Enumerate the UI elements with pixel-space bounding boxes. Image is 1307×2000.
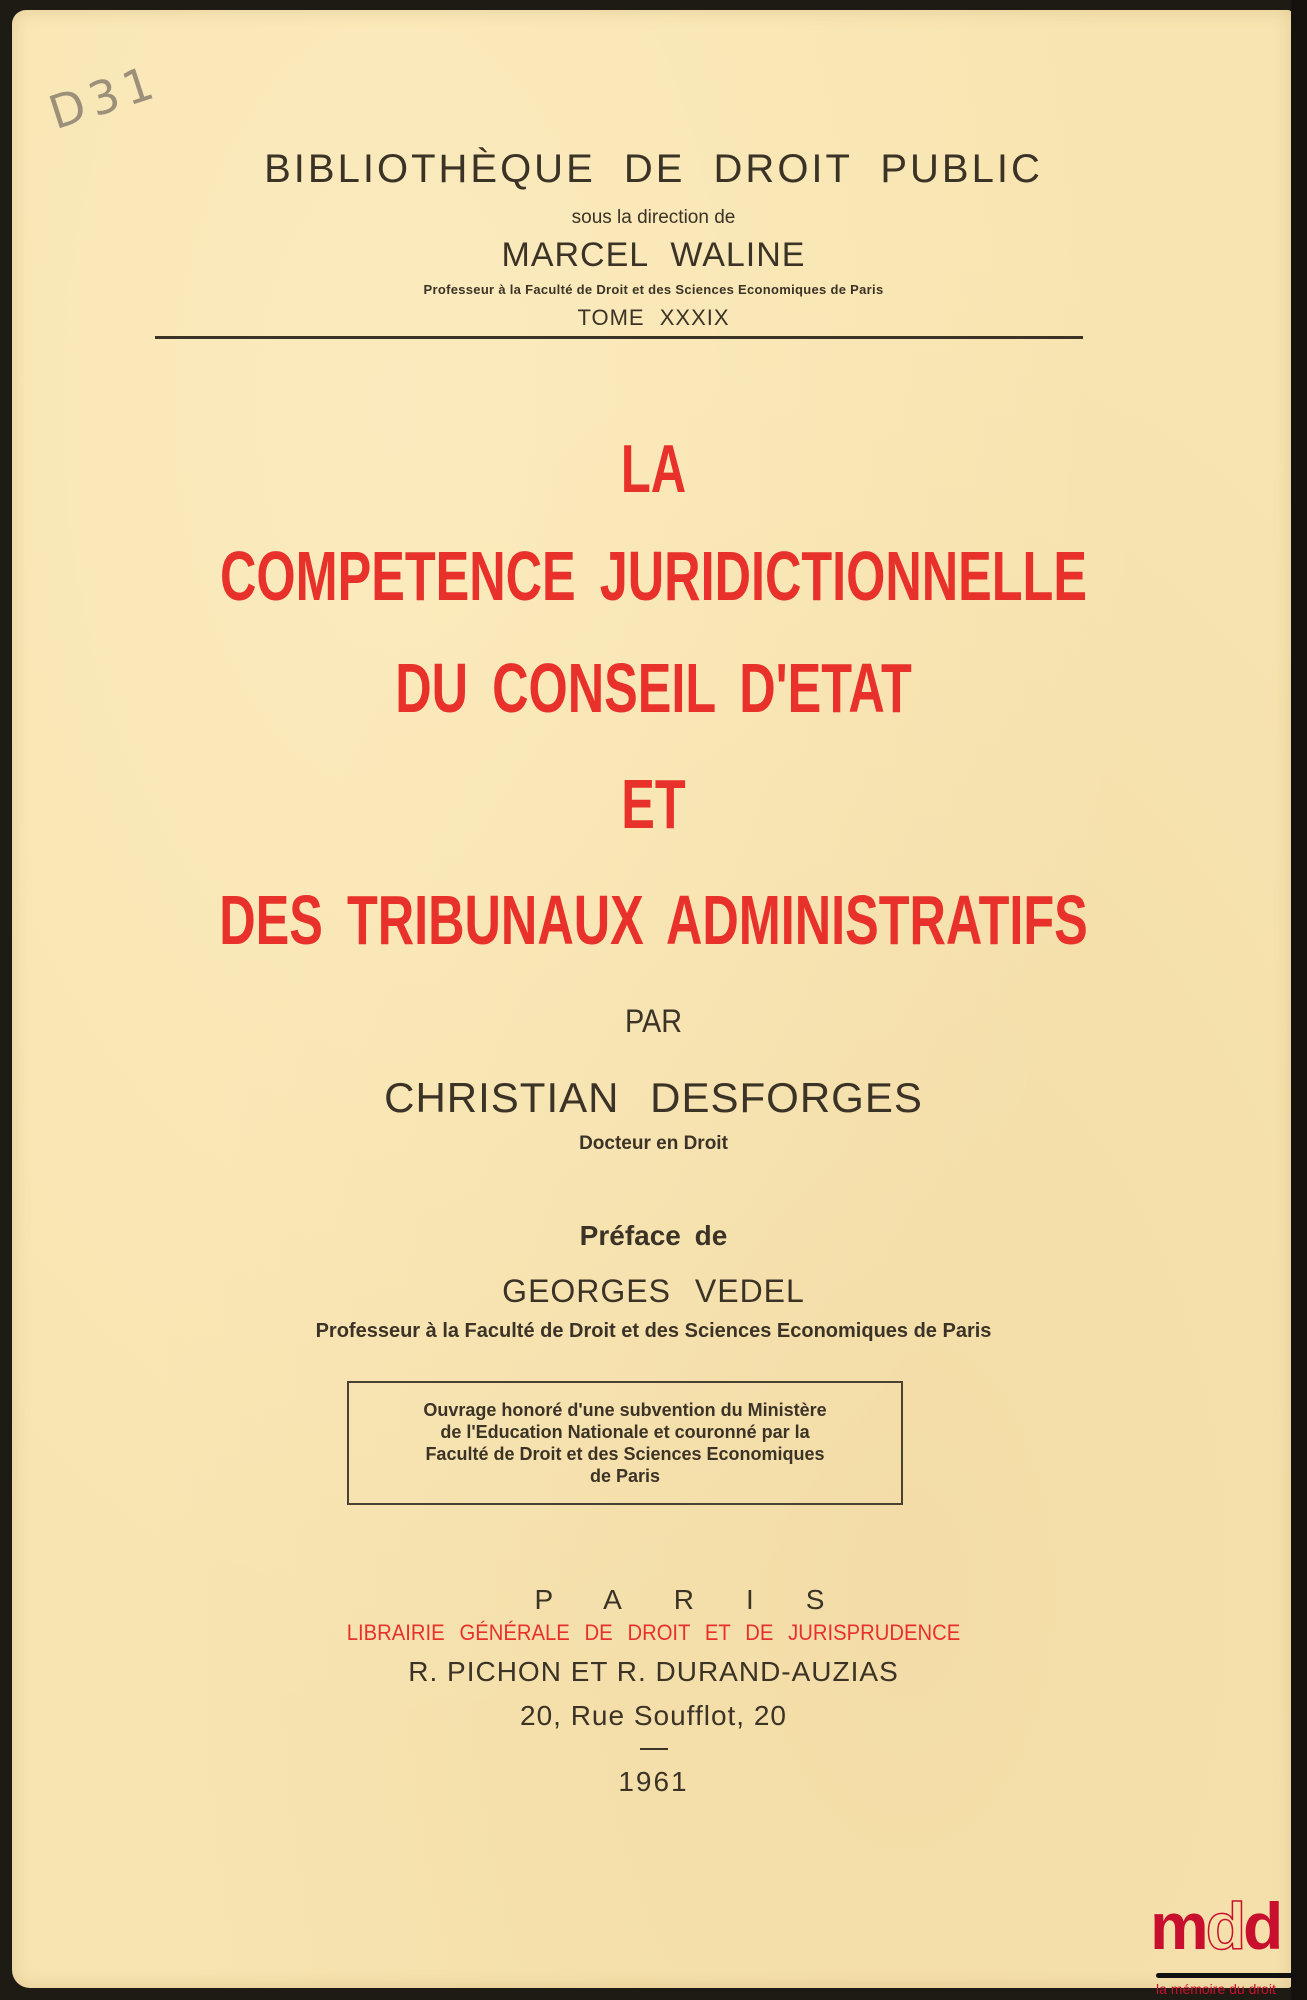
book-title-line-4: ET <box>621 765 686 843</box>
imprint-address: 20, Rue Soufflot, 20 <box>520 1700 787 1731</box>
prefacer-name: GEORGES VEDEL <box>502 1273 805 1309</box>
book-title-line-3: DU CONSEIL D'ETAT <box>395 649 912 727</box>
imprint-publisher: LIBRAIRIE GÉNÉRALE DE DROIT ET DE JURISPRUDENCE <box>346 1620 961 1645</box>
header-divider <box>155 336 1083 339</box>
mdd-logo-icon <box>1150 1889 1281 1963</box>
logo-underline <box>1156 1973 1296 1978</box>
prefacer-role: Professeur à la Faculté de Droit et des Sciences Economiques de Paris <box>315 1320 992 1342</box>
logo-letter-d: d <box>1243 1889 1281 1963</box>
book-title-line-1: LA <box>620 431 687 507</box>
author-role: Docteur en Droit <box>579 1133 728 1154</box>
series-director-role: Professeur à la Faculté de Droit et des Sciences Economiques de Paris <box>423 282 884 297</box>
award-line: de Paris <box>589 1466 661 1486</box>
award-line: Faculté de Droit et des Sciences Economiques <box>425 1444 825 1464</box>
book-title-line-5: DES TRIBUNAUX ADMINISTRATIFS <box>219 881 1088 959</box>
award-notice-box <box>347 1381 903 1505</box>
imprint-printers: R. PICHON ET R. DURAND-AUZIAS <box>408 1656 899 1687</box>
logo-letter-m: m <box>1150 1889 1206 1963</box>
watermark-caption: la mémoire du droit <box>1156 1981 1276 1997</box>
imprint-city: PARIS <box>534 1584 877 1615</box>
series-direction-label: sous la direction de <box>571 207 736 228</box>
award-line: Ouvrage honoré d'une subvention du Ministère <box>423 1400 827 1420</box>
author-name: CHRISTIAN DESFORGES <box>384 1074 923 1121</box>
series-title: BIBLIOTHÈQUE DE DROIT PUBLIC <box>264 147 1043 191</box>
publication-year: 1961 <box>618 1766 689 1797</box>
preface-label: Préface de <box>579 1220 728 1251</box>
series-director: MARCEL WALINE <box>501 236 806 274</box>
award-line: de l'Education Nationale et couronné par la <box>440 1422 810 1442</box>
book-title-line-2: COMPETENCE JURIDICTIONNELLE <box>220 537 1087 615</box>
logo-letter-d-outline: d <box>1205 1889 1244 1963</box>
imprint-divider <box>640 1748 668 1750</box>
by-label: PAR <box>624 1003 683 1039</box>
handwritten-shelf-mark: D31 <box>42 54 166 140</box>
mdd-watermark-logo <box>1148 1889 1298 1998</box>
series-volume: TOME XXXIX <box>577 305 730 330</box>
